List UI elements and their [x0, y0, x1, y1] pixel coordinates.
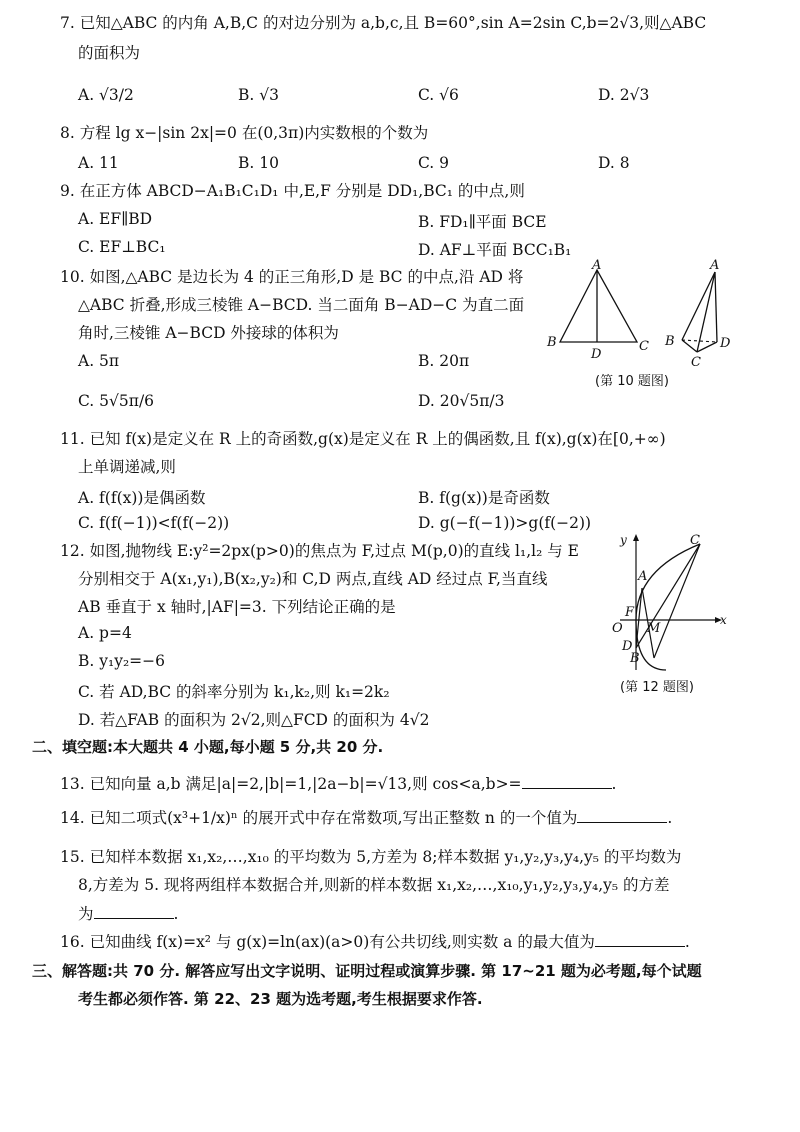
- q12-option-c: C. 若 AD,BC 的斜率分别为 k₁,k₂,则 k₁=2k₂: [78, 683, 390, 701]
- q15-text-end: 为: [78, 905, 94, 923]
- q14-answer-blank[interactable]: [577, 808, 667, 823]
- q14-text: 14. 已知二项式(x³+1/x)ⁿ 的展开式中存在常数项,写出正整数 n 的一个值为: [60, 809, 578, 827]
- section3-heading-line-1: 三、解答题:共 70 分. 解答应写出文字说明、证明过程或演算步骤. 第 17~21 题为必考题,每个试题: [32, 962, 702, 980]
- q10-stem-line-1: 10. 如图,△ABC 是边长为 4 的正三角形,D 是 BC 的中点,沿 AD 将: [60, 268, 524, 286]
- q12-label-f: F: [625, 605, 635, 620]
- q14-end: .: [667, 809, 673, 827]
- q8-option-d: D. 8: [598, 154, 630, 172]
- q10-label-b1: B: [547, 335, 557, 350]
- q12-stem-line-2: 分别相交于 A(x₁,y₁),B(x₂,y₂)和 C,D 两点,直线 AD 经过点 F,当直线: [78, 570, 548, 588]
- q9-option-b: B. FD₁∥平面 BCE: [418, 213, 547, 231]
- q7-option-b: B. √3: [238, 86, 279, 104]
- q10-label-c1: C: [639, 339, 649, 354]
- q10-option-c: C. 5√5π/6: [78, 392, 155, 410]
- q12-option-d: D. 若△FAB 的面积为 2√2,则△FCD 的面积为 4√2: [78, 711, 430, 729]
- q7-option-d: D. 2√3: [598, 86, 650, 104]
- q12-label-b: B: [630, 651, 640, 666]
- q12-line-bc: [654, 544, 700, 658]
- q12-label-c: C: [690, 533, 700, 548]
- q10-label-d1: D: [591, 347, 602, 362]
- q8-stem: 8. 方程 lg x−|sin 2x|=0 在(0,3π)内实数根的个数为: [60, 124, 429, 142]
- q11-stem-line-2: 上单调递减,则: [78, 458, 176, 476]
- q12-stem-line-1: 12. 如图,抛物线 E:y²=2px(p>0)的焦点为 F,过点 M(p,0)的直线 l₁,l₂ 与 E: [60, 542, 579, 560]
- q8-option-c: C. 9: [418, 154, 450, 172]
- q10-edge-ac: [697, 272, 715, 352]
- q10-edge-cd: [697, 342, 717, 352]
- q12-y-arrow: [633, 534, 639, 541]
- q10-option-a: A. 5π: [78, 352, 120, 370]
- q12-label-y: y: [620, 533, 627, 547]
- q10-label-a1: A: [592, 258, 602, 273]
- q12-label-m: M: [647, 621, 661, 636]
- q8-option-b: B. 10: [238, 154, 279, 172]
- q13-answer-blank[interactable]: [522, 774, 612, 789]
- q11-option-d: D. g(−f(−1))>g(f(−2)): [418, 514, 592, 532]
- q15-line-1: 15. 已知样本数据 x₁,x₂,…,x₁₀ 的平均数为 5,方差为 8;样本数据 y₁,y₂,y₃,y₄,y₅ 的平均数为: [60, 848, 682, 866]
- q10-edge-ab: [682, 272, 715, 340]
- q12-label-a: A: [638, 569, 648, 584]
- q12-figure: [600, 530, 760, 680]
- q10-flat-triangle: [560, 270, 637, 342]
- q15-line-3: [78, 904, 178, 924]
- q11-option-a: A. f(f(x))是偶函数: [78, 489, 206, 507]
- q10-stem-line-2: △ABC 折叠,形成三棱锥 A−BCD. 当二面角 B−AD−C 为直二面: [78, 296, 525, 314]
- q16-answer-blank[interactable]: [595, 932, 685, 947]
- q10-label-d2: D: [720, 336, 731, 351]
- q12-label-o: O: [612, 621, 623, 636]
- q12-line-cd: [636, 544, 700, 648]
- q7-option-c: C. √6: [418, 86, 459, 104]
- q9-stem: 9. 在正方体 ABCD−A₁B₁C₁D₁ 中,E,F 分别是 DD₁,BC₁ 的中点,则: [60, 182, 525, 200]
- q10-label-a2: A: [710, 258, 720, 273]
- q7-stem-line-2: 的面积为: [78, 44, 141, 62]
- q7-option-a: A. √3/2: [78, 86, 134, 104]
- q10-edge-bc: [682, 340, 697, 352]
- q10-figure-caption: (第 10 题图): [595, 374, 669, 389]
- q9-option-d: D. AF⊥平面 BCC₁B₁: [418, 241, 572, 259]
- section2-heading: 二、填空题:本大题共 4 小题,每小题 5 分,共 20 分.: [32, 738, 384, 756]
- q15-line-2: 8,方差为 5. 现将两组样本数据合并,则新的样本数据 x₁,x₂,…,x₁₀,y₁,y₂,y₃,y₄,y₅ 的方差: [78, 876, 670, 894]
- q10-label-c2: C: [691, 355, 701, 370]
- q10-label-b2: B: [665, 334, 675, 349]
- q11-option-b: B. f(g(x))是奇函数: [418, 489, 550, 507]
- q11-option-c: C. f(f(−1))<f(f(−2)): [78, 514, 230, 532]
- q15-answer-blank[interactable]: [94, 904, 174, 919]
- q11-stem-line-1: 11. 已知 f(x)是定义在 R 上的奇函数,g(x)是定义在 R 上的偶函数,且 f(x),g(x)在[0,+∞): [60, 430, 666, 448]
- q10-figure: [545, 260, 745, 390]
- q7-stem-line-1: 7. 已知△ABC 的内角 A,B,C 的对边分别为 a,b,c,且 B=60°,sin A=2sin C,b=2√3,则△ABC: [60, 14, 707, 32]
- q12-figure-caption: (第 12 题图): [620, 680, 694, 695]
- q8-option-a: A. 11: [78, 154, 119, 172]
- q13-line: [60, 774, 616, 794]
- q15-end: .: [173, 905, 179, 923]
- q12-option-b: B. y₁y₂=−6: [78, 652, 166, 670]
- q16-text: 16. 已知曲线 f(x)=x² 与 g(x)=ln(ax)(a>0)有公共切线,则实数 a 的最大值为: [60, 933, 595, 951]
- q13-end: .: [611, 775, 617, 793]
- q14-line: [60, 808, 672, 828]
- q10-edge-ad: [715, 272, 717, 342]
- q13-text: 13. 已知向量 a,b 满足|a|=2,|b|=1,|2a−b|=√13,则 cos<a,b>=: [60, 775, 522, 793]
- q12-stem-line-3: AB 垂直于 x 轴时,|AF|=3. 下列结论正确的是: [78, 598, 396, 616]
- section3-heading-line-2: 考生都必须作答. 第 22、23 题为选考题,考生根据要求作答.: [78, 990, 483, 1008]
- q16-line: [60, 932, 690, 952]
- q16-end: .: [684, 933, 690, 951]
- q9-option-a: A. EF∥BD: [78, 210, 153, 228]
- q10-stem-line-3: 角时,三棱锥 A−BCD 外接球的体积为: [78, 324, 339, 342]
- q12-label-d: D: [622, 639, 633, 654]
- q12-option-a: A. p=4: [78, 624, 132, 642]
- q12-label-x: x: [720, 613, 727, 627]
- q10-option-d: D. 20√5π/3: [418, 392, 505, 410]
- q9-option-c: C. EF⊥BC₁: [78, 238, 166, 256]
- q10-option-b: B. 20π: [418, 352, 470, 370]
